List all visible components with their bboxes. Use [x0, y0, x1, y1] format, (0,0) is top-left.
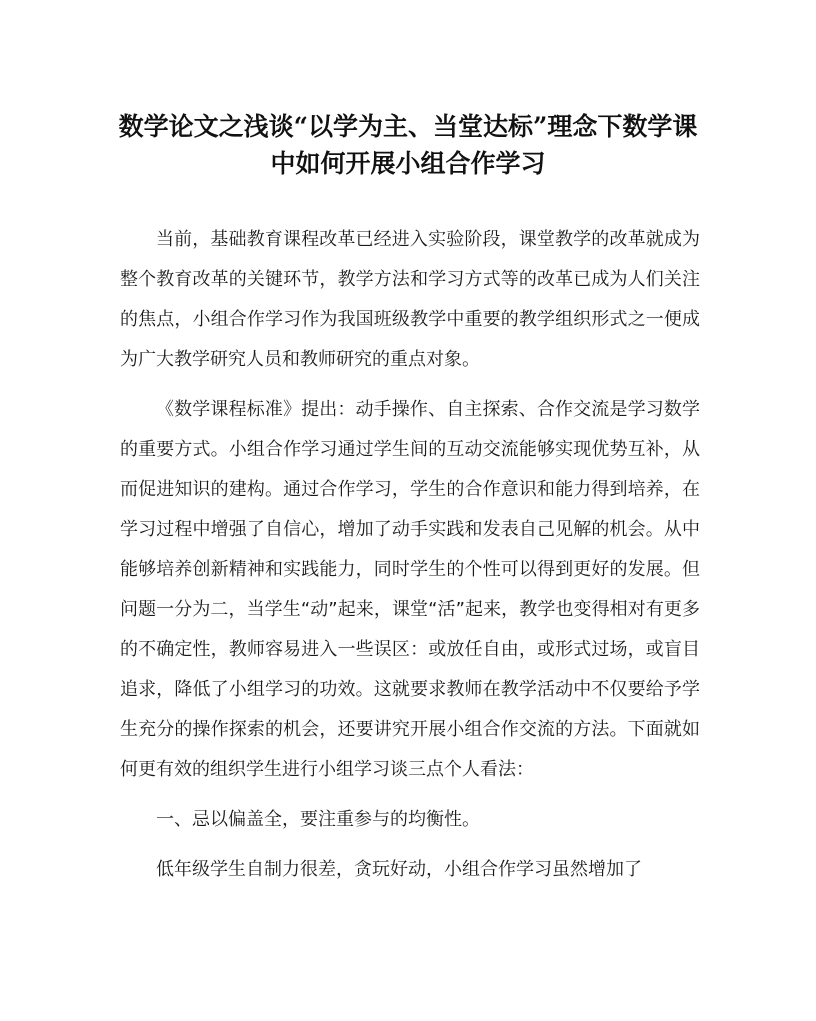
document-body: [120, 220, 700, 890]
section-heading-one: 一、忌以偏盖全，要注重参与的均衡性。: [156, 809, 480, 830]
document-title-line-2: 中如何开展小组合作学习: [270, 149, 546, 178]
paragraph-intro: 当前，基础教育课程改革已经进入实验阶段，课堂教学的改革就成为整个教育改革的关键环节，教学方法和学习方式等的改革已成为人们关注的焦点，小组合作学习作为我国班级教学中重要的教学组织形式之一便成为广大教学研究人员和教师研究的重点对象。: [120, 229, 700, 370]
document-title-line-1: 数学论文之浅谈“以学为主、当堂达标”理念下数学课: [118, 112, 698, 141]
paragraph-curriculum-standard: 《数学课程标准》提出：动手操作、自主探索、合作交流是学习数学的重要方式。小组合作学习通过学生间的互动交流能够实现优势互补，从而促进知识的建构。通过合作学习，学生的合作意识和能力得到培养，在学习过程中增强了自信心，增加了动手实践和发表自己见解的机会。从中能够培养创新精神和实践能力，同时学生的个性可以得到更好的发展。但问题一分为二，当学生“动”起来，课堂“活”起来，教学也变得相对有更多的不确定性，教师容易进入一些误区：或放任自由，或形式过场，或盲目追求，降低了小组学习的功效。这就要求教师在教学活动中不仅要给予学生充分的操作探索的机会，还要讲究开展小组合作交流的方法。下面就如何更有效的组织学生进行小组学习谈三点个人看法：: [120, 399, 700, 780]
paragraph-section-one-start: 低年级学生自制力很差，贪玩好动，小组合作学习虽然增加了: [156, 859, 642, 880]
